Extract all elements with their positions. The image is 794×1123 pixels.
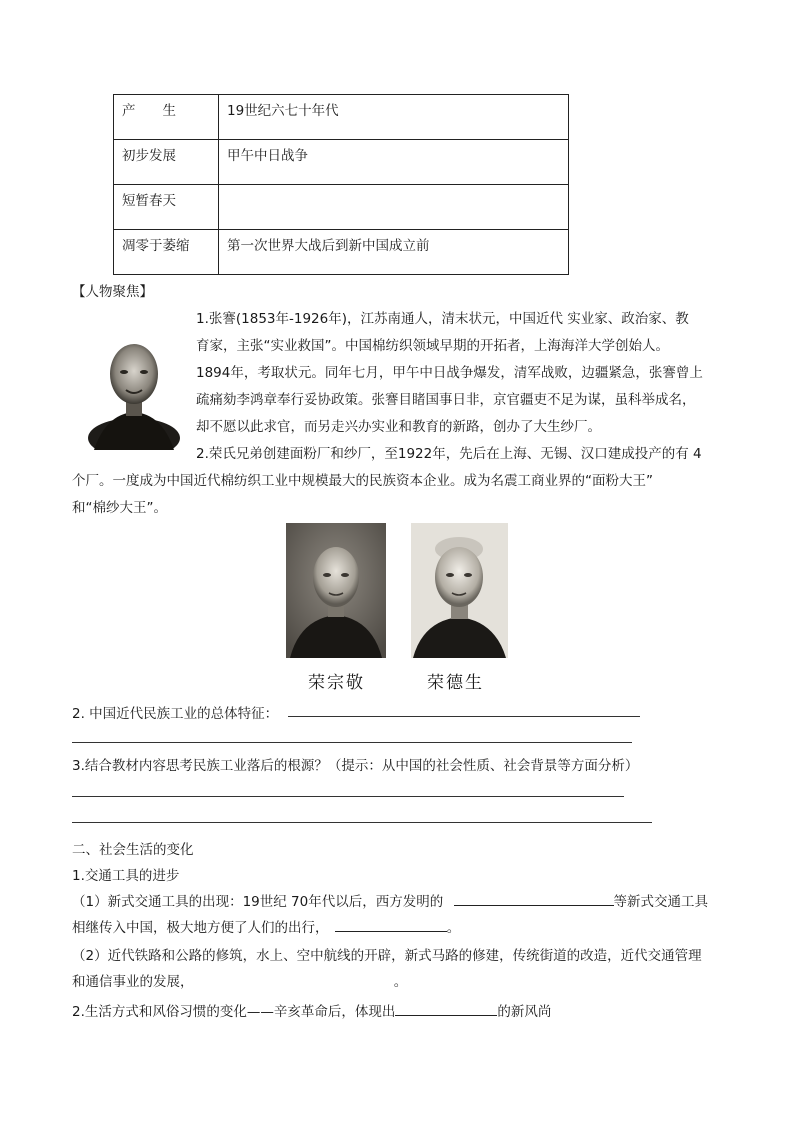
table-cell-desc: 第一次世界大战后到新中国成立前 [219, 230, 569, 275]
lifestyle-item [72, 1000, 551, 1020]
rong-brothers-text-line: 和“棉纱大王”。 [72, 500, 167, 516]
text: （1）新式交通工具的出现：19世纪 70年代以后，西方发明的 [72, 894, 444, 910]
table-cell-desc: 甲午中日战争 [219, 140, 569, 185]
question-3: 3.结合教材内容思考民族工业落后的根源？（提示：从中国的社会性质、社会背景等方面分析） [72, 758, 639, 774]
rong-brothers-text-line: 个厂。一度成为中国近代棉纺织工业中规模最大的民族资本企业。成为名震工商业界的“面粉大王” [72, 473, 653, 489]
question-2: 2. 中国近代民族工业的总体特征： [72, 706, 279, 722]
text: 等新式交通工具 [613, 894, 709, 910]
industry-stage-table [113, 94, 569, 275]
zhang-jian-portrait [86, 330, 182, 450]
zhang-jian-text-line: 育家，主张“实业救国”。中国棉纺织领域早期的开拓者，上海海洋大学创始人。 [196, 338, 669, 354]
text: 的新风尚 [497, 1004, 552, 1020]
table-cell-stage: 产 生 [114, 95, 219, 140]
text: 。 [393, 974, 408, 990]
table-cell-stage: 初步发展 [114, 140, 219, 185]
answer-blank[interactable] [395, 1001, 497, 1016]
answer-blank[interactable] [335, 917, 447, 932]
transport-item-1-cont [72, 916, 460, 936]
text: 相继传入中国，极大地方便了人们的出行， [72, 920, 329, 936]
portrait-caption: 荣宗敬 [308, 673, 365, 693]
transport-item-1 [72, 890, 708, 910]
rong-desheng-portrait [411, 523, 508, 658]
answer-blank[interactable] [454, 891, 614, 906]
transport-item-2: （2）近代铁路和公路的修筑，水上、空中航线的开辟，新式马路的修建，传统街道的改造，近代交通管理 [72, 948, 702, 964]
table-cell-desc[interactable] [219, 185, 569, 230]
rong-zongjing-portrait [286, 523, 386, 658]
portrait-caption: 荣德生 [427, 673, 484, 693]
zhang-jian-text-line: 疏痛劾李鸿章奉行妥协政策。张謇目睹国事日非，京官疆吏不足为谋，虽科举成名， [196, 392, 696, 408]
subsection-title: 1.交通工具的进步 [72, 868, 180, 884]
answer-blank[interactable] [72, 742, 632, 743]
zhang-jian-text-line: 1894年，考取状元。同年七月，甲午中日战争爆发，清军战败，边疆紧急，张謇曾上 [196, 365, 703, 381]
table-cell-stage: 短暂春天 [114, 185, 219, 230]
table-cell-stage: 凋零于萎缩 [114, 230, 219, 275]
section-title: 二、社会生活的变化 [72, 842, 194, 858]
zhang-jian-text-line: 1.张謇(1853年-1926年)，江苏南通人，清末状元，中国近代 实业家、政治家、教 [196, 311, 689, 327]
figures-heading: 【人物聚焦】 [72, 284, 153, 300]
table-row [114, 185, 569, 230]
table-row [114, 140, 569, 185]
answer-blank[interactable] [288, 716, 640, 717]
answer-blank[interactable] [72, 822, 652, 823]
text: 2.生活方式和风俗习惯的变化——辛亥革命后，体现出 [72, 1004, 396, 1020]
rong-brothers-text-line: 2.荣氏兄弟创建面粉厂和纱厂，至1922年，先后在上海、无锡、汉口建成投产的有 4 [196, 446, 702, 462]
table-cell-desc: 19世纪六七十年代 [219, 95, 569, 140]
transport-item-2-cont [72, 970, 407, 990]
answer-blank[interactable] [72, 796, 624, 797]
table-row [114, 230, 569, 275]
text: 。 [446, 920, 461, 936]
text: 和通信事业的发展， [72, 974, 194, 990]
zhang-jian-text-line: 却不愿以此求官，而另走兴办实业和教育的新路，创办了大生纱厂。 [196, 419, 601, 435]
table-row [114, 95, 569, 140]
